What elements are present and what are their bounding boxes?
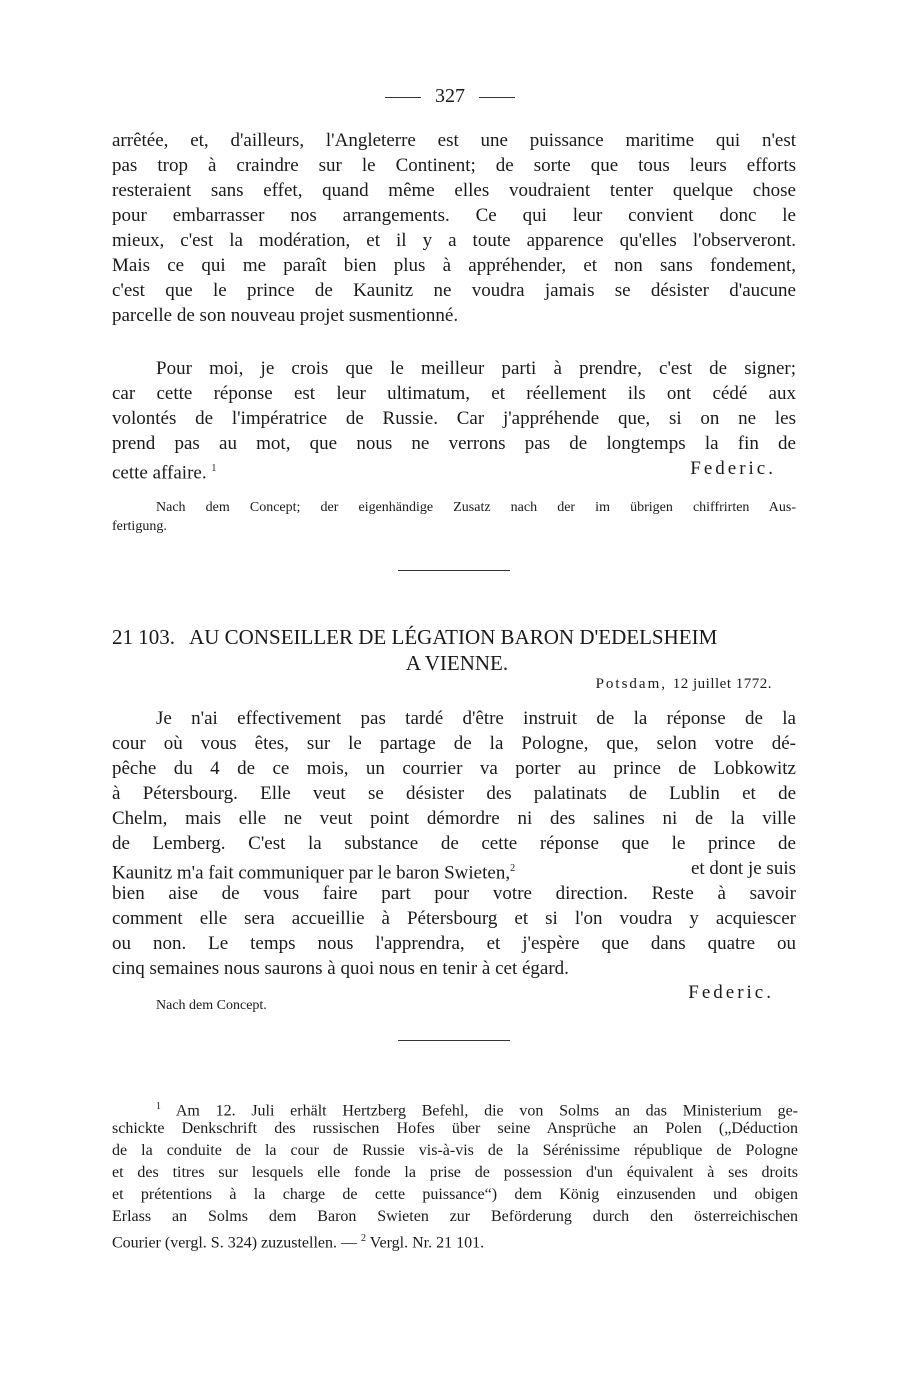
page-number: 327: [435, 85, 465, 107]
text-line: [112, 456, 796, 484]
paragraph-3: [112, 706, 796, 981]
text-line: Chelm, mais elle ne veut point démordre ni des salines ni de la ville: [112, 808, 796, 829]
text-line: c'est que le prince de Kaunitz ne voudra jamais se désister d'aucune: [112, 280, 796, 301]
header-rule-right: [479, 97, 515, 98]
footnote-line-text: Am 12. Juli erhält Hertzberg Befehl, die von Solms an das Ministerium ge-: [175, 1102, 799, 1120]
text-line-tail: et dont je suis: [690, 858, 796, 879]
text-line: cour où vous êtes, sur le partage de la Pologne, que, selon votre dé-: [112, 733, 796, 754]
dateline: [596, 676, 772, 693]
text-line: prend pas au mot, que nous ne verrons pas de longtemps la fin de: [112, 433, 796, 454]
dateline-date: 12 juillet 1772.: [672, 676, 772, 692]
header-rule-left: [385, 97, 421, 98]
text-line: pêche du 4 de ce mois, un courrier va porter au prince de Lobkowitz: [112, 758, 796, 779]
text-line: pas trop à craindre sur le Continent; de sorte que tous leurs efforts: [112, 155, 796, 176]
source-note-2: Nach dem Concept.: [156, 998, 267, 1013]
letter-heading: [112, 624, 802, 676]
section-divider: [398, 570, 510, 571]
text-line-content: cette affaire.: [112, 462, 207, 484]
page-header: [0, 84, 900, 108]
text-line: volontés de l'impératrice de Russie. Car j'appréhende que, si on ne les: [112, 408, 796, 429]
text-line: ou non. Le temps nous l'apprendra, et j'espère que dans quatre ou: [112, 933, 796, 954]
signature-2: Federic.: [688, 982, 774, 1003]
text-line: parcelle de son nouveau projet susmentionné.: [112, 305, 459, 326]
footnote-line: schickte Denkschrift des russischen Hofes über seine Ansprüche an Polen („Déduction: [112, 1120, 798, 1137]
footnote-ref-2: 2: [510, 863, 516, 874]
text-line: resteraient sans effet, quand même elles voudraient tenter quelque chose: [112, 180, 796, 201]
note-line: fertigung.: [112, 519, 167, 534]
text-line: cinq semaines nous saurons à quoi nous en tenir à cet égard.: [112, 958, 569, 979]
text-line: Pour moi, je crois que le meilleur parti à prendre, c'est de signer;: [156, 358, 796, 379]
signature-1: Federic.: [690, 458, 776, 479]
footnote-line: [112, 1096, 798, 1118]
paragraph-1: [112, 128, 796, 328]
footnote-line: et des titres sur lesquels elle fonde la prise de possession d'un équivalent à ses droits: [112, 1164, 798, 1181]
footnote-line-text: Courier (vergl. S. 324) zuzustellen. —: [112, 1234, 357, 1252]
note-line: Nach dem Concept; der eigenhändige Zusatz nach der im übrigen chiffrirten Aus-: [156, 500, 796, 515]
footnote-line: et prétentions à la charge de cette puissance“) dem König einzusenden und obigen: [112, 1186, 798, 1203]
text-line: bien aise de vous faire part pour votre direction. Reste à savoir: [112, 883, 796, 904]
text-line: de Lemberg. C'est la substance de cette réponse que le prince de: [112, 833, 796, 854]
text-line: à Pétersbourg. Elle veut se désister des palatinats de Lublin et de: [112, 783, 796, 804]
paragraph-2: [112, 356, 796, 484]
footnote-line: de la conduite de la cour de Russie vis-à-vis de la Sérénissime république de Pologne: [112, 1142, 798, 1159]
source-note-1-continuation: [112, 517, 796, 536]
letter-number: 21 103.: [112, 625, 175, 649]
footnote-mark-2: 2: [360, 1233, 366, 1244]
footnote-line: [112, 1228, 798, 1250]
text-line: pour embarrasser nos arrangements. Ce qui leur convient donc le: [112, 205, 796, 226]
footnote-2-text: Vergl. Nr. 21 101.: [369, 1234, 485, 1252]
letter-destination: A VIENNE.: [405, 651, 509, 675]
dateline-place: Potsdam,: [595, 676, 667, 692]
text-line: arrêtée, et, d'ailleurs, l'Angleterre est une puissance maritime qui n'est: [112, 130, 796, 151]
footnote-ref-1: 1: [211, 463, 217, 474]
text-line: [112, 856, 796, 884]
text-line: comment elle sera accueillie à Pétersbourg et si l'on voudra y acquiescer: [112, 908, 796, 929]
heading-line-1: [112, 624, 802, 650]
footnote-mark-1: 1: [156, 1101, 161, 1112]
source-note-1: [156, 498, 796, 517]
letter-addressee: AU CONSEILLER DE LÉGATION BARON D'EDELSHEIM: [189, 625, 718, 649]
footnotes: [112, 1096, 798, 1250]
text-line: mieux, c'est la modération, et il y a toute apparence qu'elles l'observeront.: [112, 230, 796, 251]
text-line: Je n'ai effectivement pas tardé d'être instruit de la réponse de la: [156, 708, 796, 729]
text-line: Mais ce qui me paraît bien plus à appréhender, et non sans fondement,: [112, 255, 796, 276]
text-line-content: Kaunitz m'a fait communiquer par le baron Swieten,: [112, 862, 511, 884]
section-divider-2: [398, 1040, 510, 1041]
text-line: car cette réponse est leur ultimatum, et réellement ils ont cédé aux: [112, 383, 796, 404]
footnote-line: Erlass an Solms dem Baron Swieten zur Beförderung durch den österreichischen: [112, 1208, 798, 1225]
